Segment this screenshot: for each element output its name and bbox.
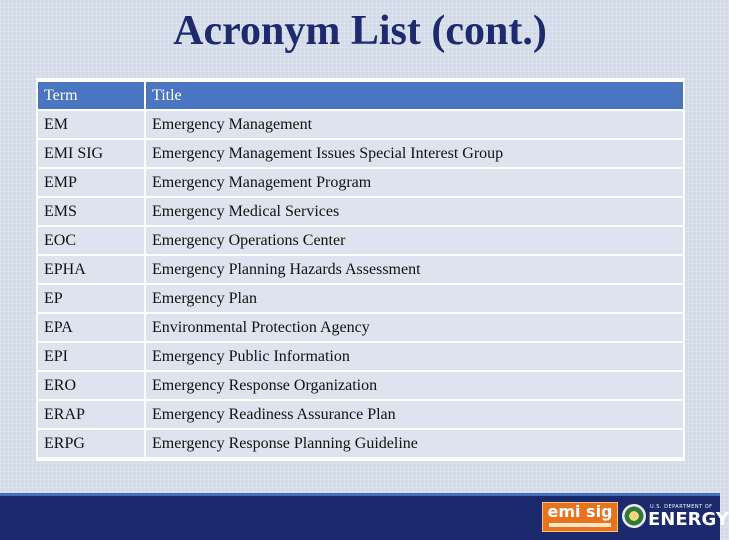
- title-cell: Emergency Medical Services: [146, 198, 683, 225]
- table-row: [38, 198, 683, 225]
- table-row: [38, 372, 683, 399]
- table-row: [38, 256, 683, 283]
- title-cell: Emergency Response Planning Guideline: [146, 430, 683, 457]
- table-row: [38, 430, 683, 457]
- table-row: [38, 140, 683, 167]
- term-cell: EOC: [38, 227, 146, 254]
- title-cell: Emergency Public Information: [146, 343, 683, 370]
- title-cell: Emergency Management: [146, 111, 683, 138]
- table-row: [38, 314, 683, 341]
- title-cell: Emergency Management Issues Special Interest Group: [146, 140, 683, 167]
- doe-energy-text: ENERGY: [648, 509, 729, 530]
- emi-sig-logo-subtitle-bar: [549, 523, 611, 527]
- term-cell: ERPG: [38, 430, 146, 457]
- term-cell: EPHA: [38, 256, 146, 283]
- title-cell: Emergency Operations Center: [146, 227, 683, 254]
- term-cell: EMI SIG: [38, 140, 146, 167]
- emi-sig-logo-text: emi sig: [547, 502, 613, 521]
- term-cell: EM: [38, 111, 146, 138]
- title-cell: Emergency Management Program: [146, 169, 683, 196]
- term-cell: EMP: [38, 169, 146, 196]
- table-row: [38, 227, 683, 254]
- slide-title: Acronym List (cont.): [173, 8, 547, 54]
- term-cell: EPI: [38, 343, 146, 370]
- title-cell: Emergency Planning Hazards Assessment: [146, 256, 683, 283]
- header-title: Title: [146, 82, 683, 109]
- title-cell: Environmental Protection Agency: [146, 314, 683, 341]
- title-cell: Emergency Readiness Assurance Plan: [146, 401, 683, 428]
- term-cell: EMS: [38, 198, 146, 225]
- emi-sig-logo: [542, 502, 618, 532]
- term-cell: EPA: [38, 314, 146, 341]
- table-row: [38, 343, 683, 370]
- term-cell: ERAP: [38, 401, 146, 428]
- title-cell: Emergency Response Organization: [146, 372, 683, 399]
- doe-seal-icon: [622, 504, 646, 528]
- table-row: [38, 111, 683, 138]
- doe-energy-logo: [622, 500, 729, 534]
- doe-small-text: U.S. DEPARTMENT OF: [650, 504, 713, 510]
- acronym-table: [36, 78, 685, 461]
- title-cell: Emergency Plan: [146, 285, 683, 312]
- term-cell: EP: [38, 285, 146, 312]
- table-row: [38, 401, 683, 428]
- table-header-row: [38, 82, 683, 109]
- term-cell: ERO: [38, 372, 146, 399]
- header-term: Term: [38, 82, 146, 109]
- table-row: [38, 285, 683, 312]
- table-row: [38, 169, 683, 196]
